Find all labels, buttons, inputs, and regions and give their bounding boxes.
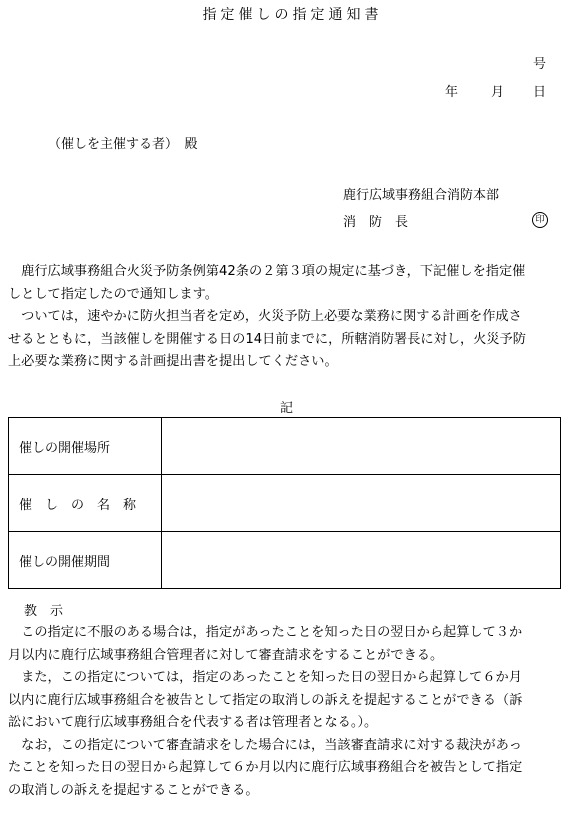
body-line: 上必要な業務に関する計画提出書を提出してください。: [8, 354, 338, 369]
notice-line: この指定に不服のある場合は，指定があったことを知った日の翌日から起算して３か: [8, 625, 523, 640]
notice-line: の取消しの訴えを提起することができる。: [8, 782, 259, 798]
notice-line: また，この指定については，指定のあったことを知った日の翌日から起算して６か月: [8, 670, 522, 685]
event-name-field[interactable]: [162, 475, 561, 532]
body-line: しとして指定したので通知します。: [8, 286, 218, 302]
notice-line: 以内に鹿行広域事務組合を被告として指定の取消しの訴えを提起することができる（訴: [8, 692, 523, 708]
number-label: 号: [533, 57, 547, 72]
sender-title: 消 防 長: [343, 215, 409, 230]
notice-heading: 教 示: [24, 604, 64, 619]
event-name-label: 催 し の 名 称: [9, 475, 162, 532]
notice-line: たことを知った日の翌日から起算して６か月以内に鹿行広域事務組合を被告として指定: [8, 760, 523, 775]
body-line: せるとともに，当該催しを開催する日の14日前までに，所轄消防署長に対し，火災予防: [8, 331, 526, 347]
event-table: [8, 417, 561, 589]
event-period-field[interactable]: [162, 532, 561, 589]
body-line: 鹿行広域事務組合火災予防条例第42条の２第３項の規定に基づき，下記催しを指定催: [8, 264, 526, 279]
notice-line: 月以内に鹿行広域事務組合管理者に対して審査請求をすることができる。: [8, 647, 444, 663]
addressee: （催しを主催する者） 殿: [48, 137, 198, 152]
date-month-label: 月: [491, 85, 505, 100]
body-line: ついては，速やかに防火担当者を定め，火災予防上必要な業務に関する計画を作成さ: [8, 309, 522, 324]
ki-heading: 記: [280, 401, 294, 416]
notice-body: [8, 622, 580, 802]
notice-line: なお，この指定について審査請求をした場合には，当該審査請求に対する裁決があっ: [8, 737, 522, 753]
sender-organization: 鹿行広域事務組合消防本部: [343, 188, 500, 203]
event-period-label: 催しの開催期間: [9, 532, 162, 589]
event-venue-field[interactable]: [162, 418, 561, 475]
official-seal: [532, 211, 548, 228]
table-row: [9, 532, 561, 589]
table-row: [9, 418, 561, 475]
notification-body: [8, 261, 580, 374]
table-row: [9, 475, 561, 532]
document-title: 指定催しの指定通知書: [202, 7, 383, 23]
date-year-label: 年: [445, 85, 459, 100]
notice-line: 訟において鹿行広域事務組合を代表する者は管理者となる。）。: [8, 715, 378, 730]
seal-mark: 印: [532, 212, 548, 228]
date-day-label: 日: [533, 85, 547, 100]
event-venue-label: 催しの開催場所: [9, 418, 162, 475]
